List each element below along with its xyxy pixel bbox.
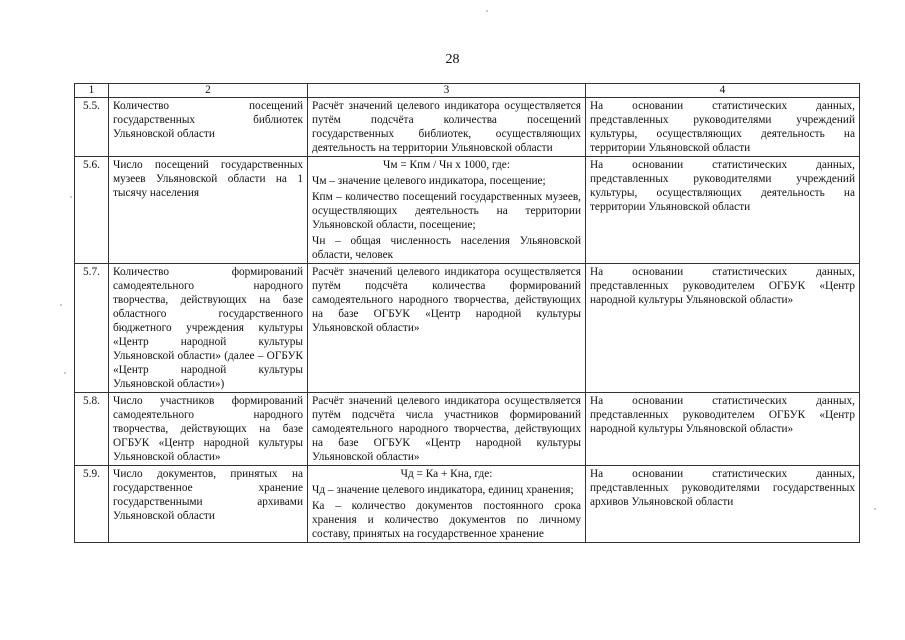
indicator-name: Число посещений государственных музеев Ульяновской области на 1 тысячу населения — [109, 157, 308, 264]
calculation-method: Расчёт значений целевого индикатора осуществляется путём подсчёта количества посещений государственных библиотек, осуществляющих деятельность на территории Ульяновской области — [308, 98, 586, 157]
indicator-name: Число участников формирований самодеятельного народного творчества, действующих на базе ОГБУК «Центр народной культуры Ульяновской области» — [109, 393, 308, 466]
formula-definition: Кпм – количество посещений государственных музеев, осуществляющих деятельность на территории Ульяновской области, посещение; — [312, 191, 581, 231]
scan-speck — [60, 304, 62, 306]
scan-speck — [64, 372, 66, 374]
data-source: На основании статистических данных, представленных руководителями учреждений культуры, осуществляющих деятельность на территории Ульяновской области — [586, 98, 860, 157]
formula-definition: Чм – значение целевого индикатора, посещение; — [312, 175, 546, 187]
data-source: На основании статистических данных, представленных руководителями учреждений культуры, осуществляющих деятельность на территории Ульяновской области — [586, 157, 860, 264]
column-header-1: 1 — [75, 84, 109, 98]
formula-definition: Чн – общая численность населения Ульяновской области, человек — [312, 235, 581, 261]
column-header-4: 4 — [586, 84, 860, 98]
column-header-2: 2 — [109, 84, 308, 98]
formula-definition: Чд – значение целевого индикатора, единиц хранения; — [312, 484, 574, 496]
indicator-table — [74, 83, 860, 543]
row-number: 5.7. — [75, 264, 109, 393]
calculation-method — [308, 157, 586, 264]
indicator-name: Количество посещений государственных библиотек Ульяновской области — [109, 98, 308, 157]
scan-speck — [874, 508, 876, 510]
table-row — [75, 264, 860, 393]
calculation-method — [308, 466, 586, 543]
data-source: На основании статистических данных, представленных руководителем ОГБУК «Центр народной культуры Ульяновской области» — [586, 393, 860, 466]
row-number: 5.9. — [75, 466, 109, 543]
table-row — [75, 157, 860, 264]
calculation-method: Расчёт значений целевого индикатора осуществляется путём подсчёта количества формирований самодеятельного народного творчества, действующих на базе ОГБУК «Центр народной культуры Ульяновской области» — [308, 264, 586, 393]
table-row — [75, 393, 860, 466]
scan-speck — [70, 196, 72, 198]
formula: Чм = Кпм / Чн х 1000, где: — [383, 159, 510, 171]
header-row — [75, 84, 860, 98]
table-row — [75, 98, 860, 157]
row-number: 5.8. — [75, 393, 109, 466]
row-number: 5.6. — [75, 157, 109, 264]
indicator-name: Число документов, принятых на государственное хранение государственными архивами Ульяновской области — [109, 466, 308, 543]
column-header-3: 3 — [308, 84, 586, 98]
page-number: 28 — [445, 52, 460, 67]
scan-speck — [486, 10, 488, 12]
formula-definition: Ка – количество документов постоянного срока хранения и количество документов по личному составу, принятых на государственное хранение — [312, 500, 581, 540]
calculation-method: Расчёт значений целевого индикатора осуществляется путём подсчёта числа участников формирований самодеятельного народного творчества, действующих на базе ОГБУК «Центр народной культуры Ульяновской области» — [308, 393, 586, 466]
table-row — [75, 466, 860, 543]
data-source: На основании статистических данных, представленных руководителем ОГБУК «Центр народной культуры Ульяновской области» — [586, 264, 860, 393]
indicator-name: Количество формирований самодеятельного народного творчества, действующих на базе областного государственного бюджетного учреждения культуры «Центр народной культуры Ульяновской области» (далее – ОГБУК «Центр народной культуры Ульяновской области») — [109, 264, 308, 393]
row-number: 5.5. — [75, 98, 109, 157]
data-source: На основании статистических данных, представленных руководителями государственных архивов Ульяновской области — [586, 466, 860, 543]
formula: Чд = Ка + Кна, где: — [400, 468, 493, 480]
